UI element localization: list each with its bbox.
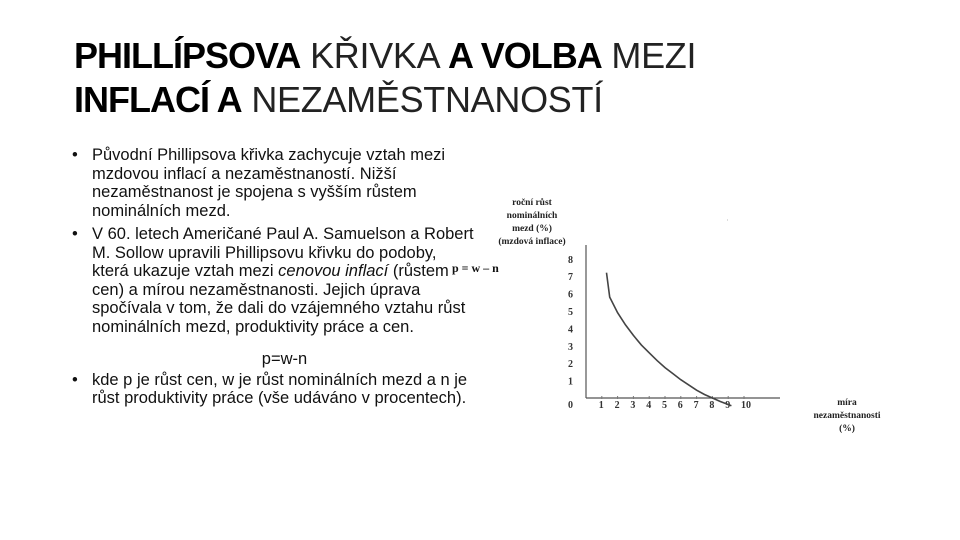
y-tick-label: 8 — [568, 254, 573, 266]
y-axis-label — [498, 197, 565, 247]
title-line1-bold: PHILLÍPSOVA — [74, 35, 301, 76]
x-tick-label: 2 — [614, 400, 620, 411]
title-line2-bold: INFLACÍ A — [74, 79, 242, 120]
x-tick-label: 1 — [598, 400, 604, 411]
y-tick-label: 7 — [568, 272, 573, 284]
x-tick-label: 5 — [662, 400, 667, 411]
y-tick-label: 5 — [568, 307, 573, 318]
title-line2-light: NEZAMĚSTNANOSTÍ — [251, 79, 603, 120]
x-tick-label: 3 — [630, 400, 636, 411]
slide-body — [72, 146, 477, 408]
y-label-line: nominálních — [506, 211, 558, 221]
y-label-line: roční růst — [512, 198, 552, 208]
x-axis-label — [813, 398, 880, 434]
y-tick-label: 6 — [568, 289, 573, 301]
y-tick-label: 1 — [568, 376, 573, 388]
formula: p=w-n — [261, 350, 308, 368]
bullet2-italic: cenovou inflací — [278, 262, 389, 280]
chart-formula-label: p = w – n — [452, 261, 499, 275]
x-tick-label: 8 — [709, 400, 715, 411]
origin-label: 0 — [568, 400, 573, 411]
bullet2-text-b: (růstem cen) a mírou nezaměstnanosti. Jejich úprava spočívala v tom, že dali do vzájemného vztahu růst nominálních mezd, produktivity práce a cen. — [92, 262, 466, 336]
title-line1-light2: MEZI — [611, 35, 697, 76]
x-tick-label: 7 — [693, 400, 699, 411]
y-label-line: mezd (%) — [512, 224, 552, 234]
bullet-samuelson-solow — [72, 225, 477, 336]
x-tick-label: 9 — [725, 400, 731, 411]
bullet-definitions: • kde p je růst cen, w je růst nominálních mezd a n je růst produktivity práce (vše udáváno v procentech). — [72, 371, 477, 408]
y-label-line: (mzdová inflace) — [498, 237, 566, 247]
bullet2-text-a: V 60. letech Američané Paul A. Samuelson a Robert M. Sollow upravili Phillipsovu křivku do podoby, která ukazuje vztah mezi — [92, 225, 474, 280]
x-tick-label: 10 — [741, 400, 751, 411]
y-ticks — [568, 255, 573, 388]
x-label-line: (%) — [839, 424, 855, 434]
phillips-curve-chart — [450, 190, 920, 450]
title-line1-bold2: A VOLBA — [448, 35, 602, 76]
slide-title — [74, 34, 894, 122]
bullet-original-curve: • Původní Phillipsova křivka zachycuje vztah mezi mzdovou inflací a nezaměstnaností. Nižší nezaměstnanost je spojena s vyšším růstem nominálních mezd. — [72, 146, 477, 220]
x-tick-label: 4 — [646, 400, 652, 411]
phillips-curve-line — [607, 273, 732, 406]
phillips-curve-figure — [450, 190, 920, 450]
y-tick-label: 2 — [568, 359, 573, 371]
title-line1-light: KŘIVKA — [310, 35, 439, 76]
y-tick-label: 4 — [568, 324, 573, 336]
y-tick-label: 3 — [568, 341, 573, 353]
x-tick-label: 6 — [677, 400, 683, 411]
x-label-line: nezaměstnanosti — [813, 411, 881, 421]
x-label-line: míra — [837, 398, 857, 408]
